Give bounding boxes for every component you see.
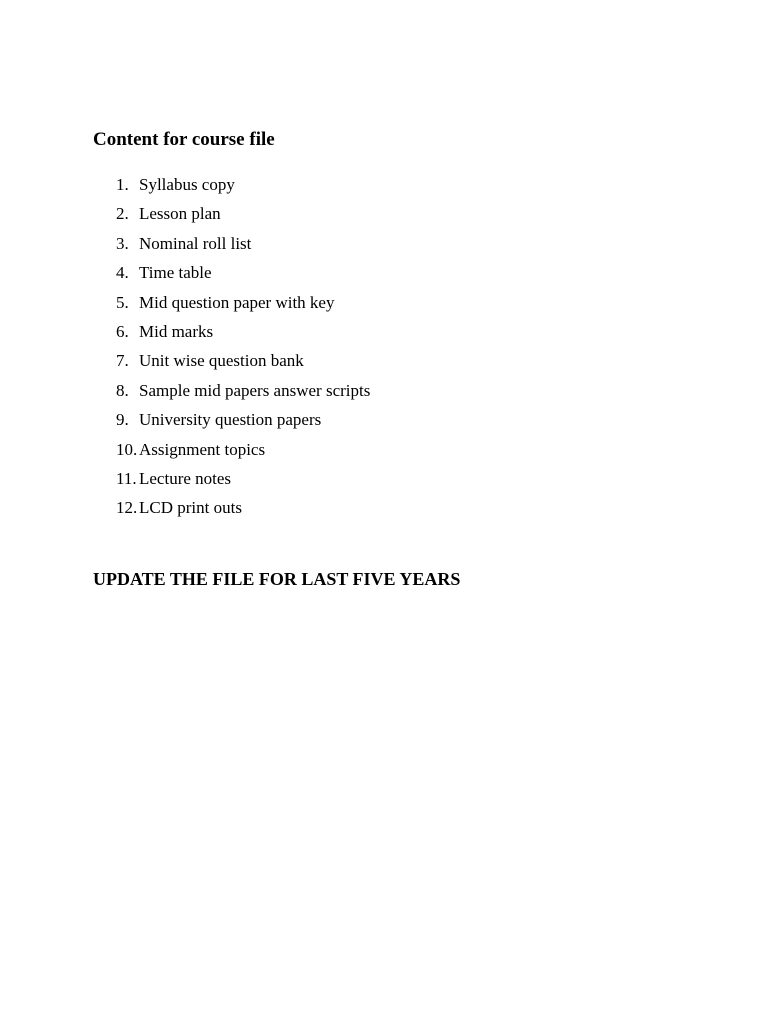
item-text: Syllabus copy <box>139 175 235 194</box>
item-number: 7. <box>116 351 129 371</box>
item-number: 2. <box>116 204 129 224</box>
item-number: 9. <box>116 410 129 430</box>
list-item <box>0 229 768 258</box>
list-item <box>0 199 768 228</box>
item-number: 1. <box>116 175 129 194</box>
course-file-content-list <box>0 170 768 523</box>
item-number: 5. <box>116 292 129 312</box>
list-item <box>0 346 768 375</box>
item-number: 12. <box>116 498 138 518</box>
item-text: Assignment topics <box>139 439 266 459</box>
item-text: Unit wise question bank <box>139 351 304 371</box>
item-text: Mid question paper with key <box>139 292 335 312</box>
list-item <box>0 405 768 434</box>
item-number: 11. <box>116 468 137 488</box>
page-title: Content for course file <box>93 129 275 150</box>
list-item <box>0 464 768 493</box>
item-text: Nominal roll list <box>139 233 252 253</box>
item-number: 3. <box>116 233 129 253</box>
list-item <box>0 376 768 405</box>
item-text: Sample mid papers answer scripts <box>139 380 371 400</box>
item-text: University question papers <box>139 410 322 430</box>
item-text: Mid marks <box>139 321 214 341</box>
item-text: LCD print outs <box>139 498 242 518</box>
list-item <box>0 435 768 464</box>
list-item <box>0 317 768 346</box>
item-number: 8. <box>116 380 129 400</box>
list-item <box>0 170 768 199</box>
item-number: 4. <box>116 263 129 283</box>
list-item <box>0 288 768 317</box>
list-item <box>0 258 768 287</box>
item-text: Time table <box>139 263 212 283</box>
item-number: 10. <box>116 439 138 459</box>
item-number: 6. <box>116 321 129 341</box>
item-text: Lecture notes <box>139 468 232 488</box>
update-notice-heading: UPDATE THE FILE FOR LAST FIVE YEARS <box>93 569 461 589</box>
list-item <box>0 493 768 522</box>
item-text: Lesson plan <box>139 204 221 224</box>
